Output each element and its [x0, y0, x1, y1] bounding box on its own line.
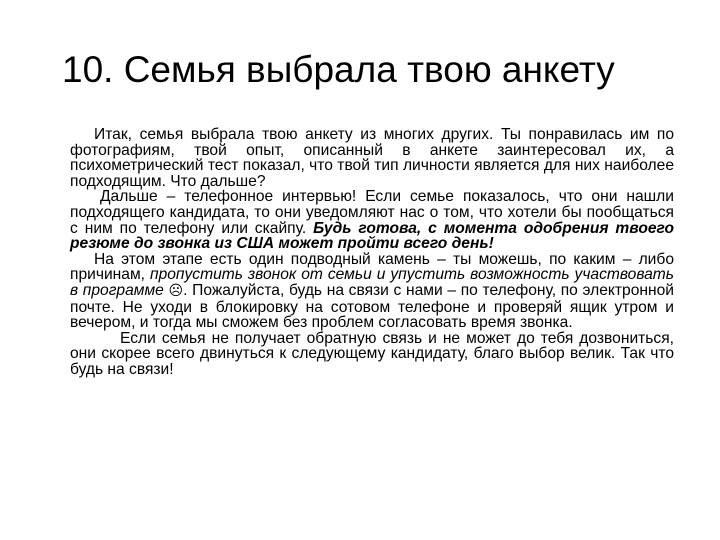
slide-body [70, 127, 674, 378]
pitfall-emphasis: пропустить звонок от семьи и упустить возможность участвовать в программе [70, 266, 674, 299]
paragraph-pitfall [70, 252, 674, 331]
pitfall-rest: . Пожалуйста, будь на связи с нами – по телефону, по электронной почте. Не уходи в блокировку на сотовом телефоне и проверяй ящик утром и вечером, и тогда мы сможем без проблем согласовать время звонка. [70, 281, 674, 332]
sad-face-icon: ☹ [168, 282, 184, 299]
pitfall-text: На этом этапе есть один подводный камень – ты можешь, по каким – либо причинам, [70, 250, 674, 284]
paragraph-intro: Итак, семья выбрала твою анкету из многих других. Ты понравилась им по фотографиям, твой опыт, описанный в анкете заинтересовал их, а психометрический тест показал, что твой тип личности является для них наиболее подходящим. Что дальше? [70, 126, 674, 190]
paragraph-closing: Если семья не получает обратную связь и не может до тебя дозвониться, они скорее всего двинуться к следующему кандидату, благо выбор велик. Так что будь на связи! [70, 329, 674, 378]
slide-title: 10. Семья выбрала твою анкету [62, 49, 615, 90]
phone-interview-emphasis: Будь готова, с момента одобрения твоего резюме до звонка из США может пройти всего день! [70, 219, 674, 253]
phone-interview-text: Дальше – телефонное интервью! Если семье показалось, что они нашли подходящего кандидата, то они уведомляют нас о том, что хотели бы пообщаться с ним по телефону или скайпу. [70, 188, 674, 237]
paragraph-phone-interview [70, 189, 674, 251]
